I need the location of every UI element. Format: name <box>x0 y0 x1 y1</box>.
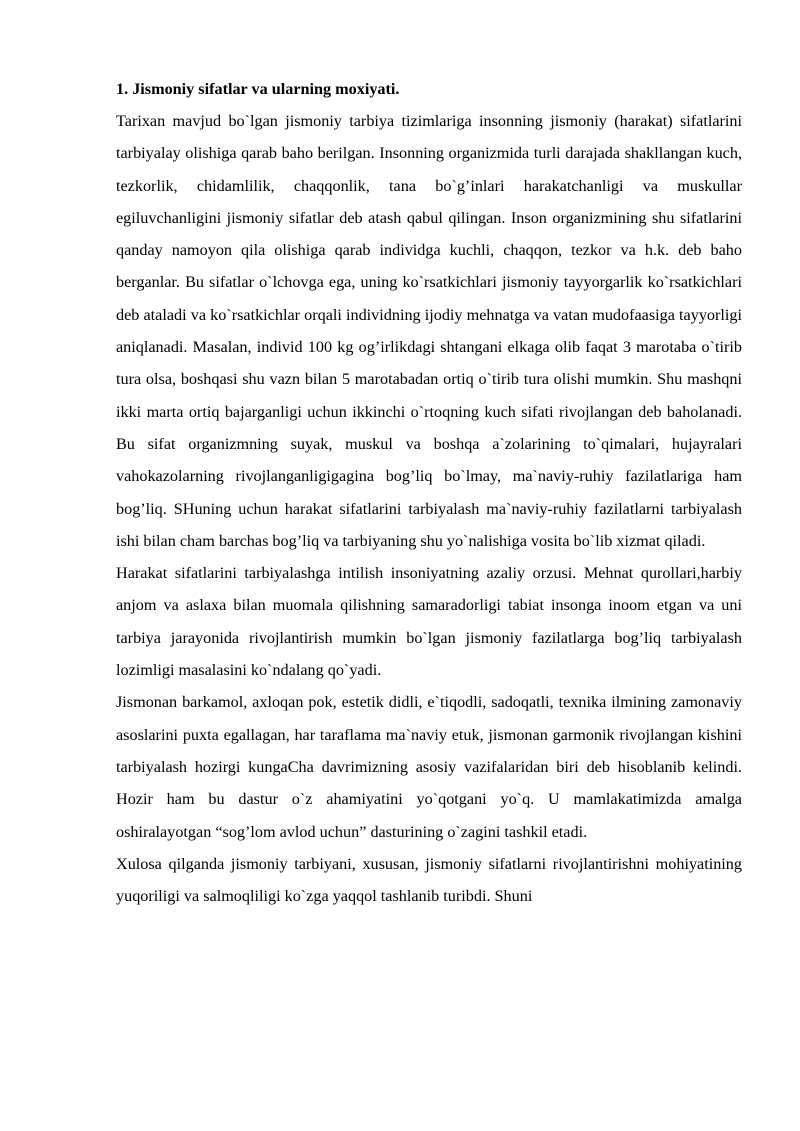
paragraph-physical-qualities: Tarixan mavjud bo`lgan jismoniy tarbiya tizimlariga insonning jismoniy (harakat) sifatlarini tarbiyalay olishiga qarab baho berilgan. Insonning organizmida turli darajada shakllangan kuch, tezkorlik, chidamlilik, chaqqonlik, tana bo`g’inlari harakatchanligi va muskullar egiluvchanligini jismoniy sifatlar deb atash qabul qilingan. Inson organizmining shu sifatlarini qanday namoyon qila olishiga qarab individga kuchli, chaqqon, tezkor va h.k. deb baho berganlar. Bu sifatlar o`lchovga ega, uning ko`rsatkichlari jismoniy tayyorgarlik ko`rsatkichlari deb ataladi va ko`rsatkichlar orqali individning ijodiy mehnatga va vatan mudofaasiga tayyorligi aniqlanadi. Masalan, individ 100 kg og’irlikdagi shtangani elkaga olib faqat 3 marotaba o`tirib tura olsa, boshqasi shu vazn bilan 5 marotabadan ortiq o`tirib tura olishi mumkin. Shu mashqni ikki marta ortiq bajarganligi uchun ikkinchi o`rtoqning kuch sifati rivojlangan deb baholanadi. Bu sifat organizmning suyak, muskul va boshqa a`zolarining to`qimalari, hujayralari vahokazolarning rivojlanganligigagina bog’liq bo`lmay, ma`naviy-ruhiy fazilatlariga ham bog’liq. SHuning uchun harakat sifatlarini tarbiyalash ma`naviy-ruhiy fazilatlarni tarbiyalash ishi bilan cham barchas bog’liq va tarbiyaning shu yo`nalishiga vosita bo`lib xizmat qiladi. <box>116 112 742 550</box>
paragraph-harmonious-development: Jismonan barkamol, axloqan pok, estetik didli, e`tiqodli, sadoqatli, texnika ilmining zamonaviy asoslarini puxta egallagan, har taraflama ma`naviy etuk, jismonan garmonik rivojlangan kishini tarbiyalash hozirgi kungaCha davrimizning asosiy vazifalaridan biri deb hisoblanib kelindi. Hozir ham bu dastur o`z ahamiyatini yo`qotgani yo`q. U mamlakatimizda amalga oshiralayotgan “sog’lom avlod uchun” dasturining o`zagini tashkil etadi. <box>116 693 742 841</box>
document-page <box>116 72 742 912</box>
paragraph-conclusion: Xulosa qilganda jismoniy tarbiyani, xususan, jismoniy sifatlarni rivojlantirishni mohiyatining yuqoriligi va salmoqliligi ko`zga yaqqol tashlanib turibdi. Shuni <box>116 854 742 906</box>
paragraph-motor-qualities: Harakat sifatlarini tarbiyalashga intilish insoniyatning azaliy orzusi. Mehnat qurollari,harbiy anjom va aslaxa bilan muomala qilishning samaradorligi tabiat insonga inoom etgan va uni tarbiya jarayonida rivojlantirish mumkin bo`lgan jismoniy fazilatlarga bog’liq tarbiyalash lozimligi masalasini ko`ndalang qo`yadi. <box>116 564 742 680</box>
section-heading: 1. Jismoniy sifatlar va ularning moxiyati. <box>116 80 400 98</box>
